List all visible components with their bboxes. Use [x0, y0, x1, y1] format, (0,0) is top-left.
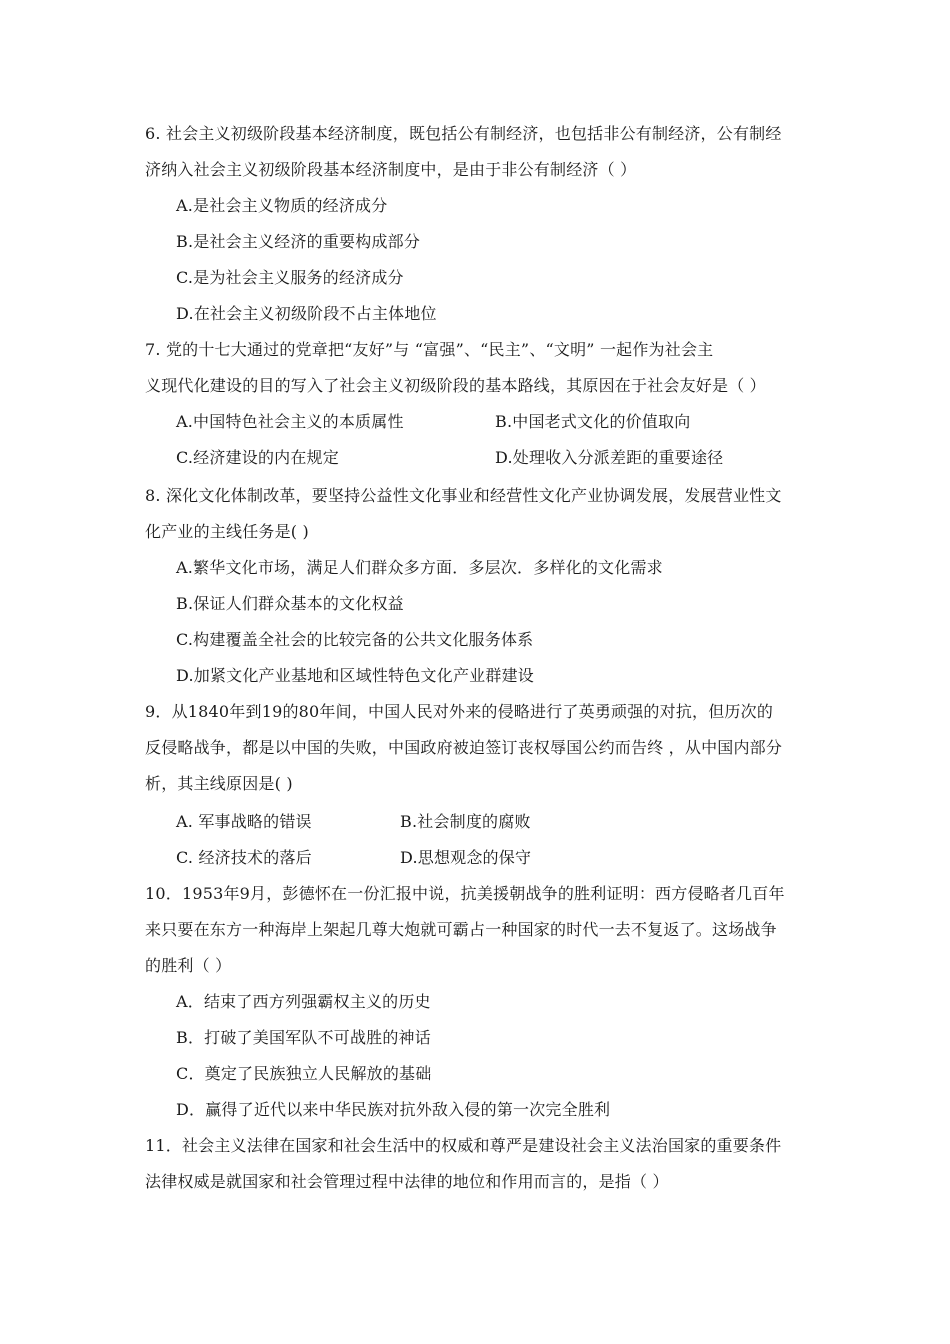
q7-stem-line-1: 7. 党的十七大通过的党章把“友好”与 “富强”、“民主”、“文明” 一起作为社会主: [145, 340, 714, 359]
q8-stem-line-1: 8. 深化文化体制改革，要坚持公益性文化事业和经营性文化产业协调发展，发展营业性文: [145, 486, 782, 505]
q11-stem-line-1: 11．社会主义法律在国家和社会生活中的权威和尊严是建设社会主义法治国家的重要条件: [145, 1136, 782, 1155]
q8-option-b: B.保证人们群众基本的文化权益: [176, 594, 404, 613]
q8-option-c: C.构建覆盖全社会的比较完备的公共文化服务体系: [176, 630, 534, 649]
q9-stem-line-1: 9．从1840年到19的80年间，中国人民对外来的侵略进行了英勇顽强的对抗，但历次的: [145, 702, 774, 721]
q9-option-b: B.社会制度的腐败: [400, 812, 531, 831]
q10-stem-line-1: 10．1953年9月，彭德怀在一份汇报中说，抗美援朝战争的胜利证明：西方侵略者几百年: [145, 884, 785, 903]
q6-option-b: B.是社会主义经济的重要构成部分: [176, 232, 421, 251]
q6-option-c: C.是为社会主义服务的经济成分: [176, 268, 404, 287]
q7-option-c: C.经济建设的内在规定: [176, 448, 339, 467]
q10-option-c: C．奠定了民族独立人民解放的基础: [176, 1064, 432, 1083]
q8-stem-line-2: 化产业的主线任务是( ): [145, 522, 309, 541]
q10-stem-line-3: 的胜利（ ）: [145, 956, 232, 975]
q10-option-a: A．结束了西方列强霸权主义的历史: [176, 992, 431, 1011]
q7-option-b: B.中国老式文化的价值取向: [495, 412, 691, 431]
q9-stem-line-3: 析，其主线原因是( ): [145, 774, 293, 793]
q9-option-d: D.思想观念的保守: [400, 848, 532, 867]
q9-option-c: C. 经济技术的落后: [176, 848, 312, 867]
q8-option-a: A.繁华文化市场，满足人们群众多方面．多层次．多样化的文化需求: [176, 558, 663, 577]
q8-option-d: D.加紧文化产业基地和区域性特色文化产业群建设: [176, 666, 534, 685]
q7-stem-line-2: 义现代化建设的目的写入了社会主义初级阶段的基本路线，其原因在于社会友好是（ ）: [145, 376, 766, 395]
q9-option-a: A. 军事战略的错误: [176, 812, 312, 831]
q6-stem-line-1: 6. 社会主义初级阶段基本经济制度，既包括公有制经济，也包括非公有制经济，公有制经: [145, 124, 782, 143]
q6-stem-line-2: 济纳入社会主义初级阶段基本经济制度中，是由于非公有制经济（ ）: [145, 160, 637, 179]
q11-stem-line-2: 法律权威是就国家和社会管理过程中法律的地位和作用而言的，是指（ ）: [145, 1172, 669, 1191]
q9-stem-line-2: 反侵略战争，都是以中国的失败，中国政府被迫签订丧权辱国公约而告终 ，从中国内部分: [145, 738, 783, 757]
q6-option-d: D.在社会主义初级阶段不占主体地位: [176, 304, 437, 323]
q10-option-b: B．打破了美国军队不可战胜的神话: [176, 1028, 431, 1047]
q10-option-d: D．赢得了近代以来中华民族对抗外敌入侵的第一次完全胜利: [176, 1100, 611, 1119]
q10-stem-line-2: 来只要在东方一种海岸上架起几尊大炮就可霸占一种国家的时代一去不复返了。这场战争: [145, 920, 777, 939]
q7-option-a: A.中国特色社会主义的本质属性: [176, 412, 404, 431]
q6-option-a: A.是社会主义物质的经济成分: [176, 196, 388, 215]
q7-option-d: D.处理收入分派差距的重要途径: [495, 448, 724, 467]
